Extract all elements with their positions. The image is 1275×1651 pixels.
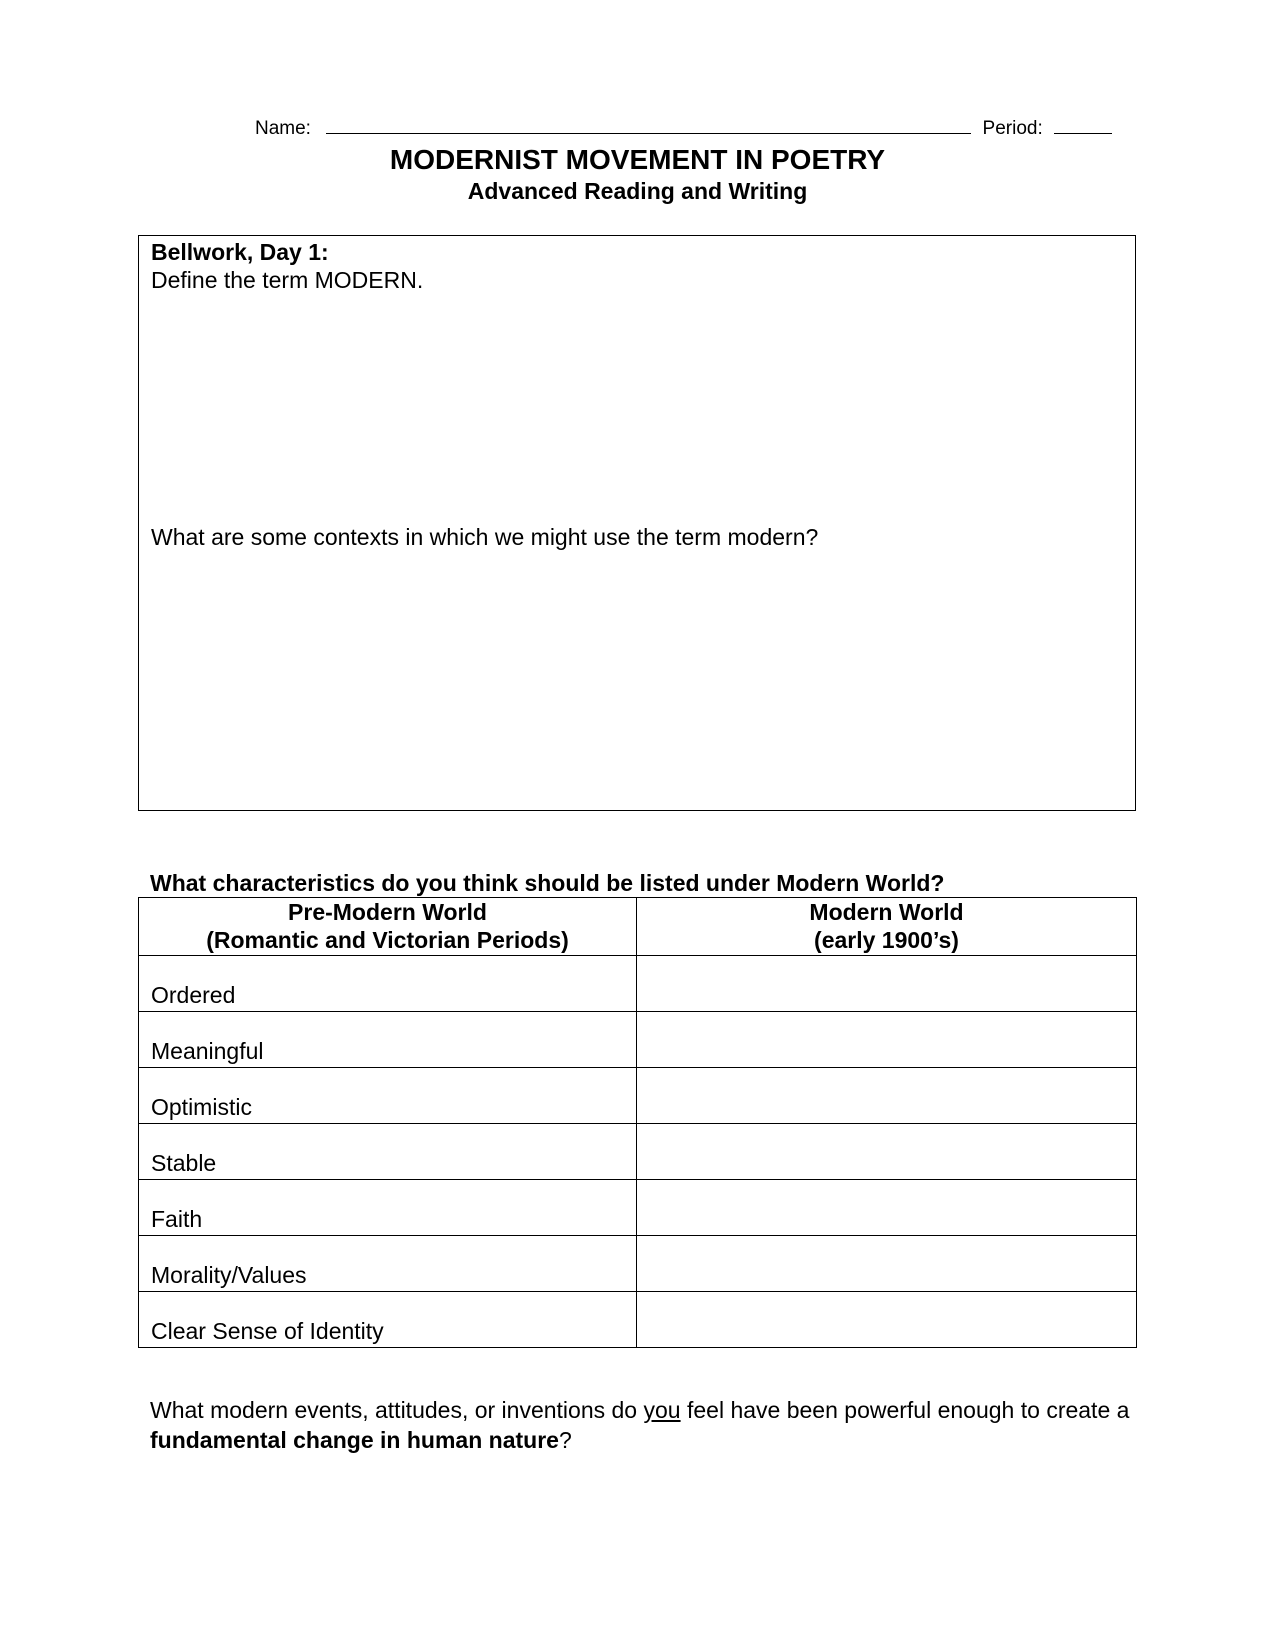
pre-modern-cell: Clear Sense of Identity: [139, 1292, 637, 1348]
modern-answer-cell[interactable]: [637, 1124, 1137, 1180]
modern-answer-cell[interactable]: [637, 956, 1137, 1012]
table-row: [139, 1124, 1137, 1180]
closing-underlined: you: [643, 1397, 681, 1423]
header-pre-modern-sub: (Romantic and Victorian Periods): [206, 927, 569, 953]
bellwork-contexts-prompt: What are some contexts in which we might use the term modern?: [151, 524, 819, 550]
modern-answer-cell[interactable]: [637, 1292, 1137, 1348]
page-subtitle: Advanced Reading and Writing: [467, 178, 808, 204]
closing-bold: fundamental change in human nature: [150, 1427, 559, 1453]
closing-part1: What modern events, attitudes, or inventions do: [150, 1397, 644, 1423]
header-modern-sub: (early 1900’s): [814, 927, 959, 953]
name-period-line: [255, 118, 1125, 140]
modern-answer-cell[interactable]: [637, 1180, 1137, 1236]
table-row: [139, 1068, 1137, 1124]
modern-answer-cell[interactable]: [637, 1068, 1137, 1124]
pre-modern-cell: Meaningful: [139, 1012, 637, 1068]
pre-modern-cell: Faith: [139, 1180, 637, 1236]
table-row: [139, 1180, 1137, 1236]
bellwork-define-prompt: Define the term MODERN.: [151, 267, 424, 293]
name-blank[interactable]: [326, 119, 971, 134]
bellwork-heading: Bellwork, Day 1:: [151, 239, 329, 265]
table-row: [139, 1292, 1137, 1348]
name-label: Name:: [255, 118, 311, 139]
table-header-row: [139, 898, 1137, 956]
closing-part3: ?: [558, 1427, 572, 1453]
modern-answer-cell[interactable]: [637, 1236, 1137, 1292]
header-pre-modern: [139, 898, 637, 956]
pre-modern-cell: Ordered: [139, 956, 637, 1012]
comparison-table: [138, 897, 1137, 1348]
header-pre-modern-title: Pre-Modern World: [288, 899, 487, 925]
table-row: [139, 1236, 1137, 1292]
table-question: What characteristics do you think should be listed under Modern World?: [150, 870, 945, 896]
pre-modern-cell: Morality/Values: [139, 1236, 637, 1292]
page-title: MODERNIST MOVEMENT IN POETRY: [389, 144, 886, 175]
period-blank[interactable]: [1054, 119, 1112, 134]
table-row: [139, 1012, 1137, 1068]
period-label: Period:: [982, 118, 1043, 139]
pre-modern-cell: Stable: [139, 1124, 637, 1180]
pre-modern-cell: Optimistic: [139, 1068, 637, 1124]
header-modern-title: Modern World: [809, 899, 964, 925]
bellwork-box[interactable]: [138, 235, 1136, 811]
closing-question: [150, 1395, 1130, 1455]
header-modern: [637, 898, 1137, 956]
modern-answer-cell[interactable]: [637, 1012, 1137, 1068]
table-row: [139, 956, 1137, 1012]
closing-part2: feel have been powerful enough to create a: [680, 1397, 1130, 1423]
